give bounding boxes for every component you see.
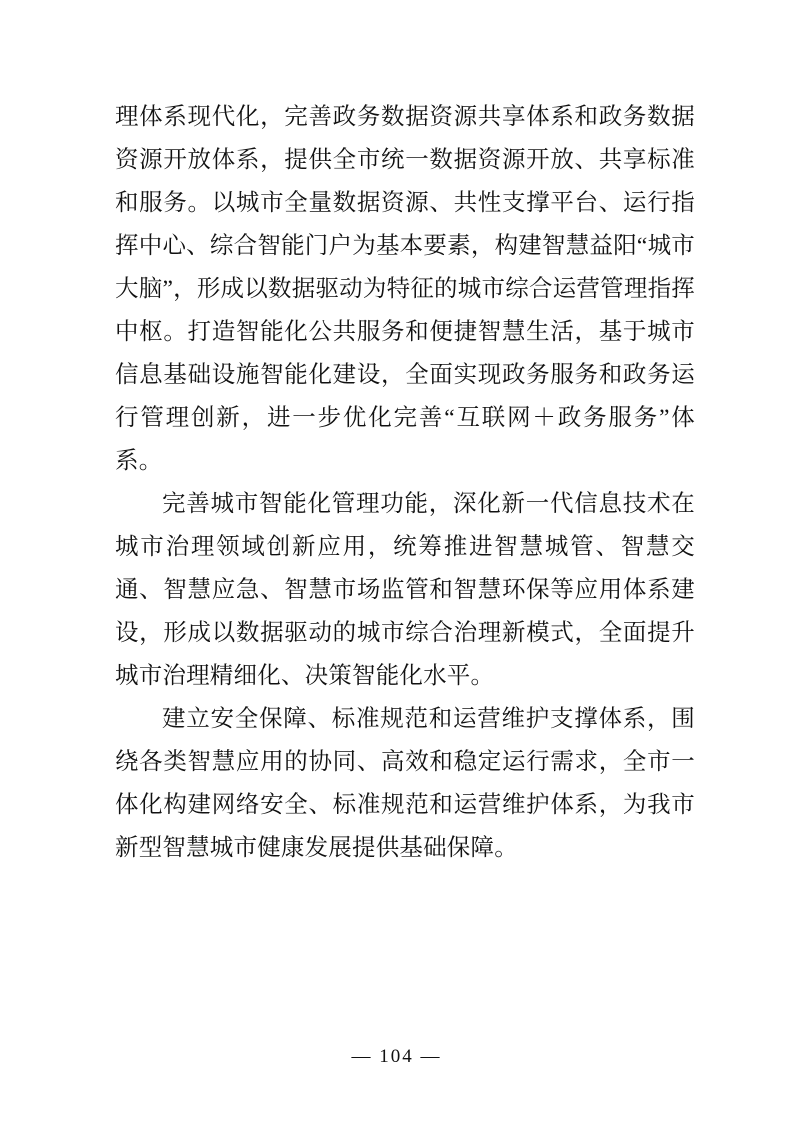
page-number-footer: — 104 —	[351, 1046, 442, 1067]
document-body	[115, 96, 695, 870]
paragraph-continuation: 理体系现代化，完善政务数据资源共享体系和政务数据资源开放体系，提供全市统一数据资源开放、共享标准和服务。以城市全量数据资源、共性支撑平台、运行指挥中心、综合智能门户为基本要素，构建智慧益阳“城市大脑”，形成以数据驱动为特征的城市综合运营管理指挥中枢。打造智能化公共服务和便捷智慧生活，基于城市信息基础设施智能化建设，全面实现政务服务和政务运行管理创新，进一步优化完善“互联网＋政务服务”体系。	[115, 104, 695, 474]
paragraph-security-standards: 建立安全保障、标准规范和运营维护支撑体系，围绕各类智慧应用的协同、高效和稳定运行需求，全市一体化构建网络安全、标准规范和运营维护体系，为我市新型智慧城市健康发展提供基础保障。	[115, 706, 695, 861]
paragraph-city-management: 完善城市智能化管理功能，深化新一代信息技术在城市治理领域创新应用，统筹推进智慧城管、智慧交通、智慧应急、智慧市场监管和智慧环保等应用体系建设，形成以数据驱动的城市综合治理新模式，全面提升城市治理精细化、决策智能化水平。	[115, 491, 695, 689]
